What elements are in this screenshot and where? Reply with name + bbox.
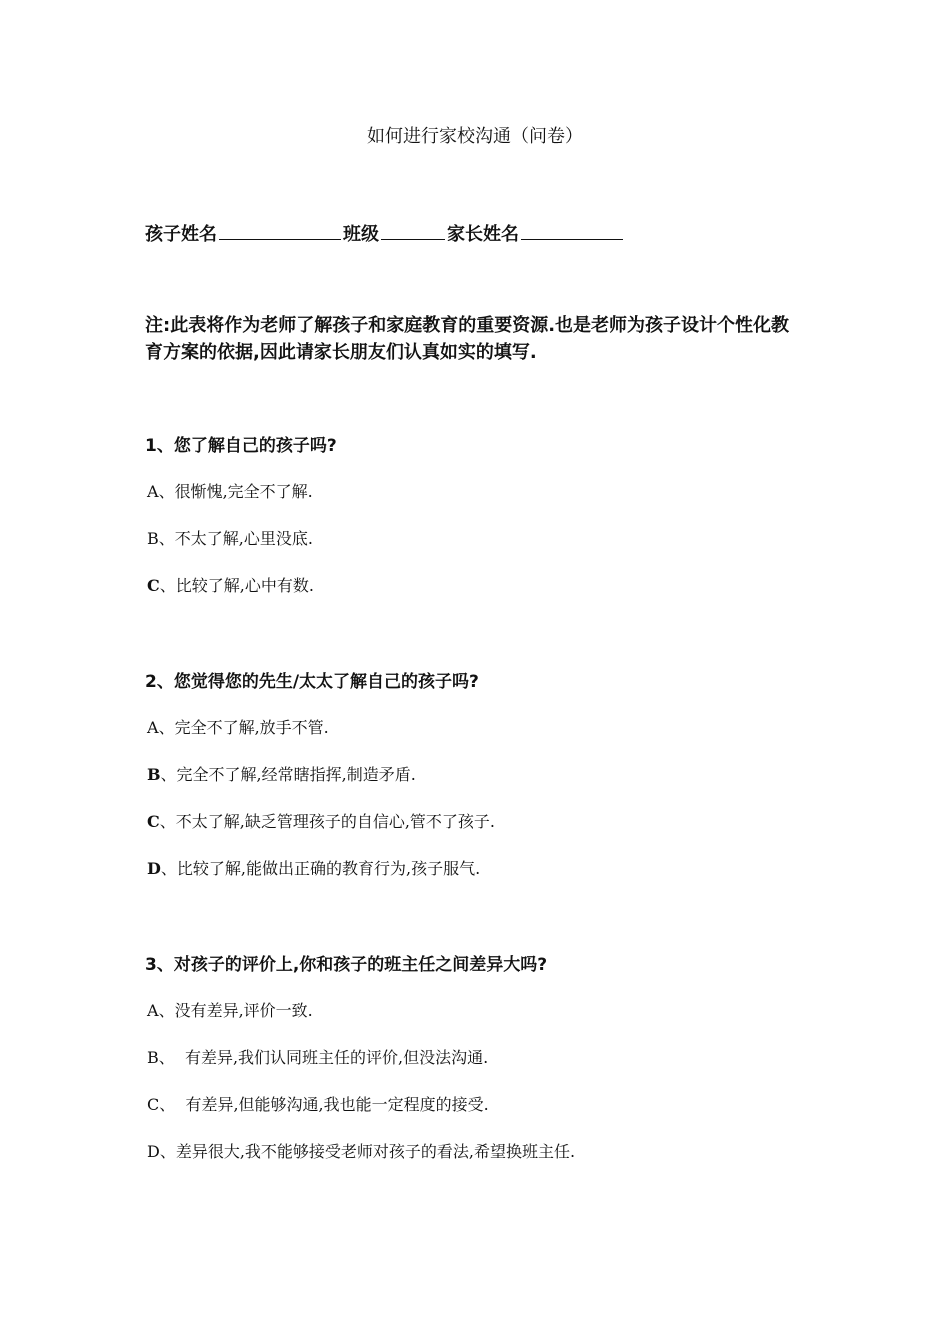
- question-3: 3、对孩子的评价上,你和孩子的班主任之间差异大吗?: [145, 955, 548, 975]
- question-1-option-c[interactable]: [147, 575, 314, 597]
- option-letter: B: [147, 1048, 159, 1067]
- option-separator: 、: [159, 1095, 186, 1114]
- option-separator: 、: [158, 529, 175, 548]
- option-letter: C: [147, 1095, 160, 1114]
- option-letter: A: [147, 718, 159, 737]
- option-separator: 、: [158, 718, 175, 737]
- question-3-option-b[interactable]: [147, 1047, 488, 1069]
- child-name-blank[interactable]: [219, 219, 341, 240]
- parent-name-blank[interactable]: [521, 219, 623, 240]
- option-separator: 、: [158, 482, 175, 501]
- question-1-option-a[interactable]: [147, 481, 313, 503]
- parent-name-label: 家长姓名: [447, 224, 519, 245]
- question-3-option-d[interactable]: [147, 1141, 575, 1163]
- question-1: 1、您了解自己的孩子吗?: [145, 436, 337, 456]
- option-text: 不太了解,缺乏管理孩子的自信心,管不了孩子.: [175, 812, 496, 831]
- question-3-option-a[interactable]: [147, 1000, 313, 1022]
- instruction-note: 注:此表将作为老师了解孩子和家庭教育的重要资源.也是老师为孩子设计个性化教育方案的依据,因此请家长朋友们认真如实的填写.: [145, 315, 790, 363]
- option-text: 没有差异,评价一致.: [174, 1001, 313, 1020]
- option-text: 有差异,我们认同班主任的评价,但没法沟通.: [184, 1048, 489, 1067]
- option-separator: 、: [158, 1048, 185, 1067]
- option-text: 差异很大,我不能够接受老师对孩子的看法,希望换班主任.: [175, 1142, 576, 1161]
- option-text: 比较了解,心中有数.: [175, 576, 314, 595]
- question-2-option-a[interactable]: [147, 717, 329, 739]
- question-2: 2、您觉得您的先生/太太了解自己的孩子吗?: [145, 672, 479, 692]
- class-label: 班级: [343, 224, 379, 245]
- child-name-label: 孩子姓名: [145, 224, 217, 245]
- option-text: 完全不了解,经常瞎指挥,制造矛盾.: [176, 765, 416, 784]
- question-3-option-c[interactable]: [147, 1094, 489, 1116]
- option-letter: A: [147, 1001, 159, 1020]
- option-separator: 、: [160, 859, 177, 878]
- option-text: 完全不了解,放手不管.: [174, 718, 329, 737]
- question-2-option-c[interactable]: [147, 811, 495, 833]
- option-separator: 、: [158, 1001, 175, 1020]
- option-separator: 、: [159, 1142, 176, 1161]
- option-letter: C: [147, 812, 160, 831]
- option-letter: B: [147, 529, 159, 548]
- page-title: 如何进行家校沟通（问卷）: [367, 126, 583, 147]
- option-text: 比较了解,能做出正确的教育行为,孩子服气.: [176, 859, 481, 878]
- question-2-option-d[interactable]: [147, 858, 480, 880]
- option-separator: 、: [160, 765, 177, 784]
- option-text: 很惭愧,完全不了解.: [174, 482, 313, 501]
- option-letter: D: [147, 859, 161, 878]
- class-blank[interactable]: [381, 219, 445, 240]
- question-2-option-b[interactable]: [147, 764, 416, 786]
- option-letter: C: [147, 576, 160, 595]
- option-letter: A: [147, 482, 159, 501]
- option-text: 不太了解,心里没底.: [174, 529, 313, 548]
- option-separator: 、: [159, 576, 176, 595]
- option-letter: D: [147, 1142, 160, 1161]
- question-1-option-b[interactable]: [147, 528, 313, 550]
- option-text: 有差异,但能够沟通,我也能一定程度的接受.: [185, 1095, 489, 1114]
- info-fields: [145, 219, 625, 248]
- option-separator: 、: [159, 812, 176, 831]
- option-letter: B: [147, 765, 161, 784]
